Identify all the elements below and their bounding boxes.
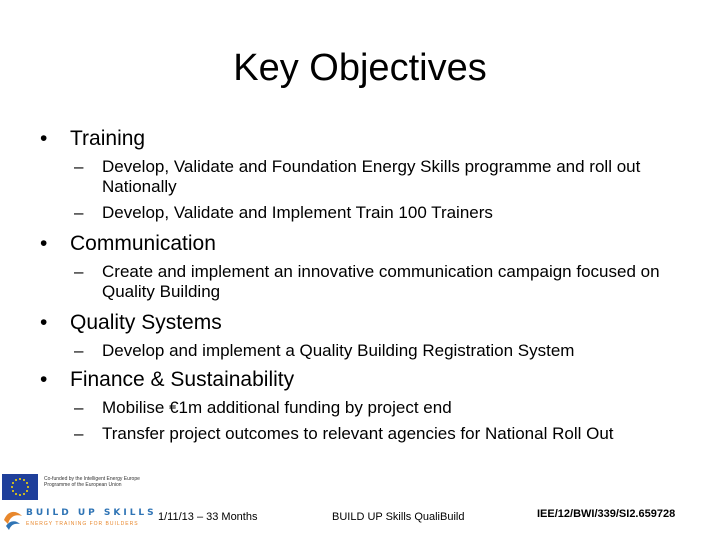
objectives-list xyxy=(40,126,690,450)
finance-sublist xyxy=(40,398,690,444)
sub-item: – Develop, Validate and Foundation Energy Skills programme and roll out Nationally xyxy=(40,157,690,197)
footer-date: 1/11/13 – 33 Months xyxy=(158,511,258,523)
sub-item: – Transfer project outcomes to relevant agencies for National Roll Out xyxy=(40,424,690,444)
build-up-skills-icon xyxy=(2,506,24,532)
bullet-finance-sustainability: • Finance & Sustainability xyxy=(40,367,690,393)
bullet-communication: • Communication xyxy=(40,231,690,257)
build-up-skills-logo xyxy=(2,506,157,536)
sub-item: – Create and implement an innovative communication campaign focused on Quality Building xyxy=(40,262,690,302)
sub-item: – Mobilise €1m additional funding by project end xyxy=(40,398,690,418)
quality-systems-sublist xyxy=(40,341,690,361)
sub-item: – Develop, Validate and Implement Train 100 Trainers xyxy=(40,203,690,223)
bullet-quality-systems: • Quality Systems xyxy=(40,310,690,336)
build-up-skills-logo-text: BUILD UP SKILLS xyxy=(26,508,157,518)
communication-sublist xyxy=(40,262,690,302)
build-up-skills-tagline: ENERGY TRAINING FOR BUILDERS xyxy=(26,521,139,527)
sub-item: – Develop and implement a Quality Building Registration System xyxy=(40,341,690,361)
slide-footer xyxy=(0,470,720,540)
footer-reference: IEE/12/BWI/339/SI2.659728 xyxy=(537,508,676,520)
eu-logo-text: Co-funded by the Intelligent Energy Europe Programme of the European Union xyxy=(44,476,140,488)
bullet-training: • Training xyxy=(40,126,690,152)
slide-title: Key Objectives xyxy=(233,47,487,89)
training-sublist xyxy=(40,157,690,223)
eu-flag-icon xyxy=(2,474,38,500)
footer-project: BUILD UP Skills QualiBuild xyxy=(332,511,465,523)
